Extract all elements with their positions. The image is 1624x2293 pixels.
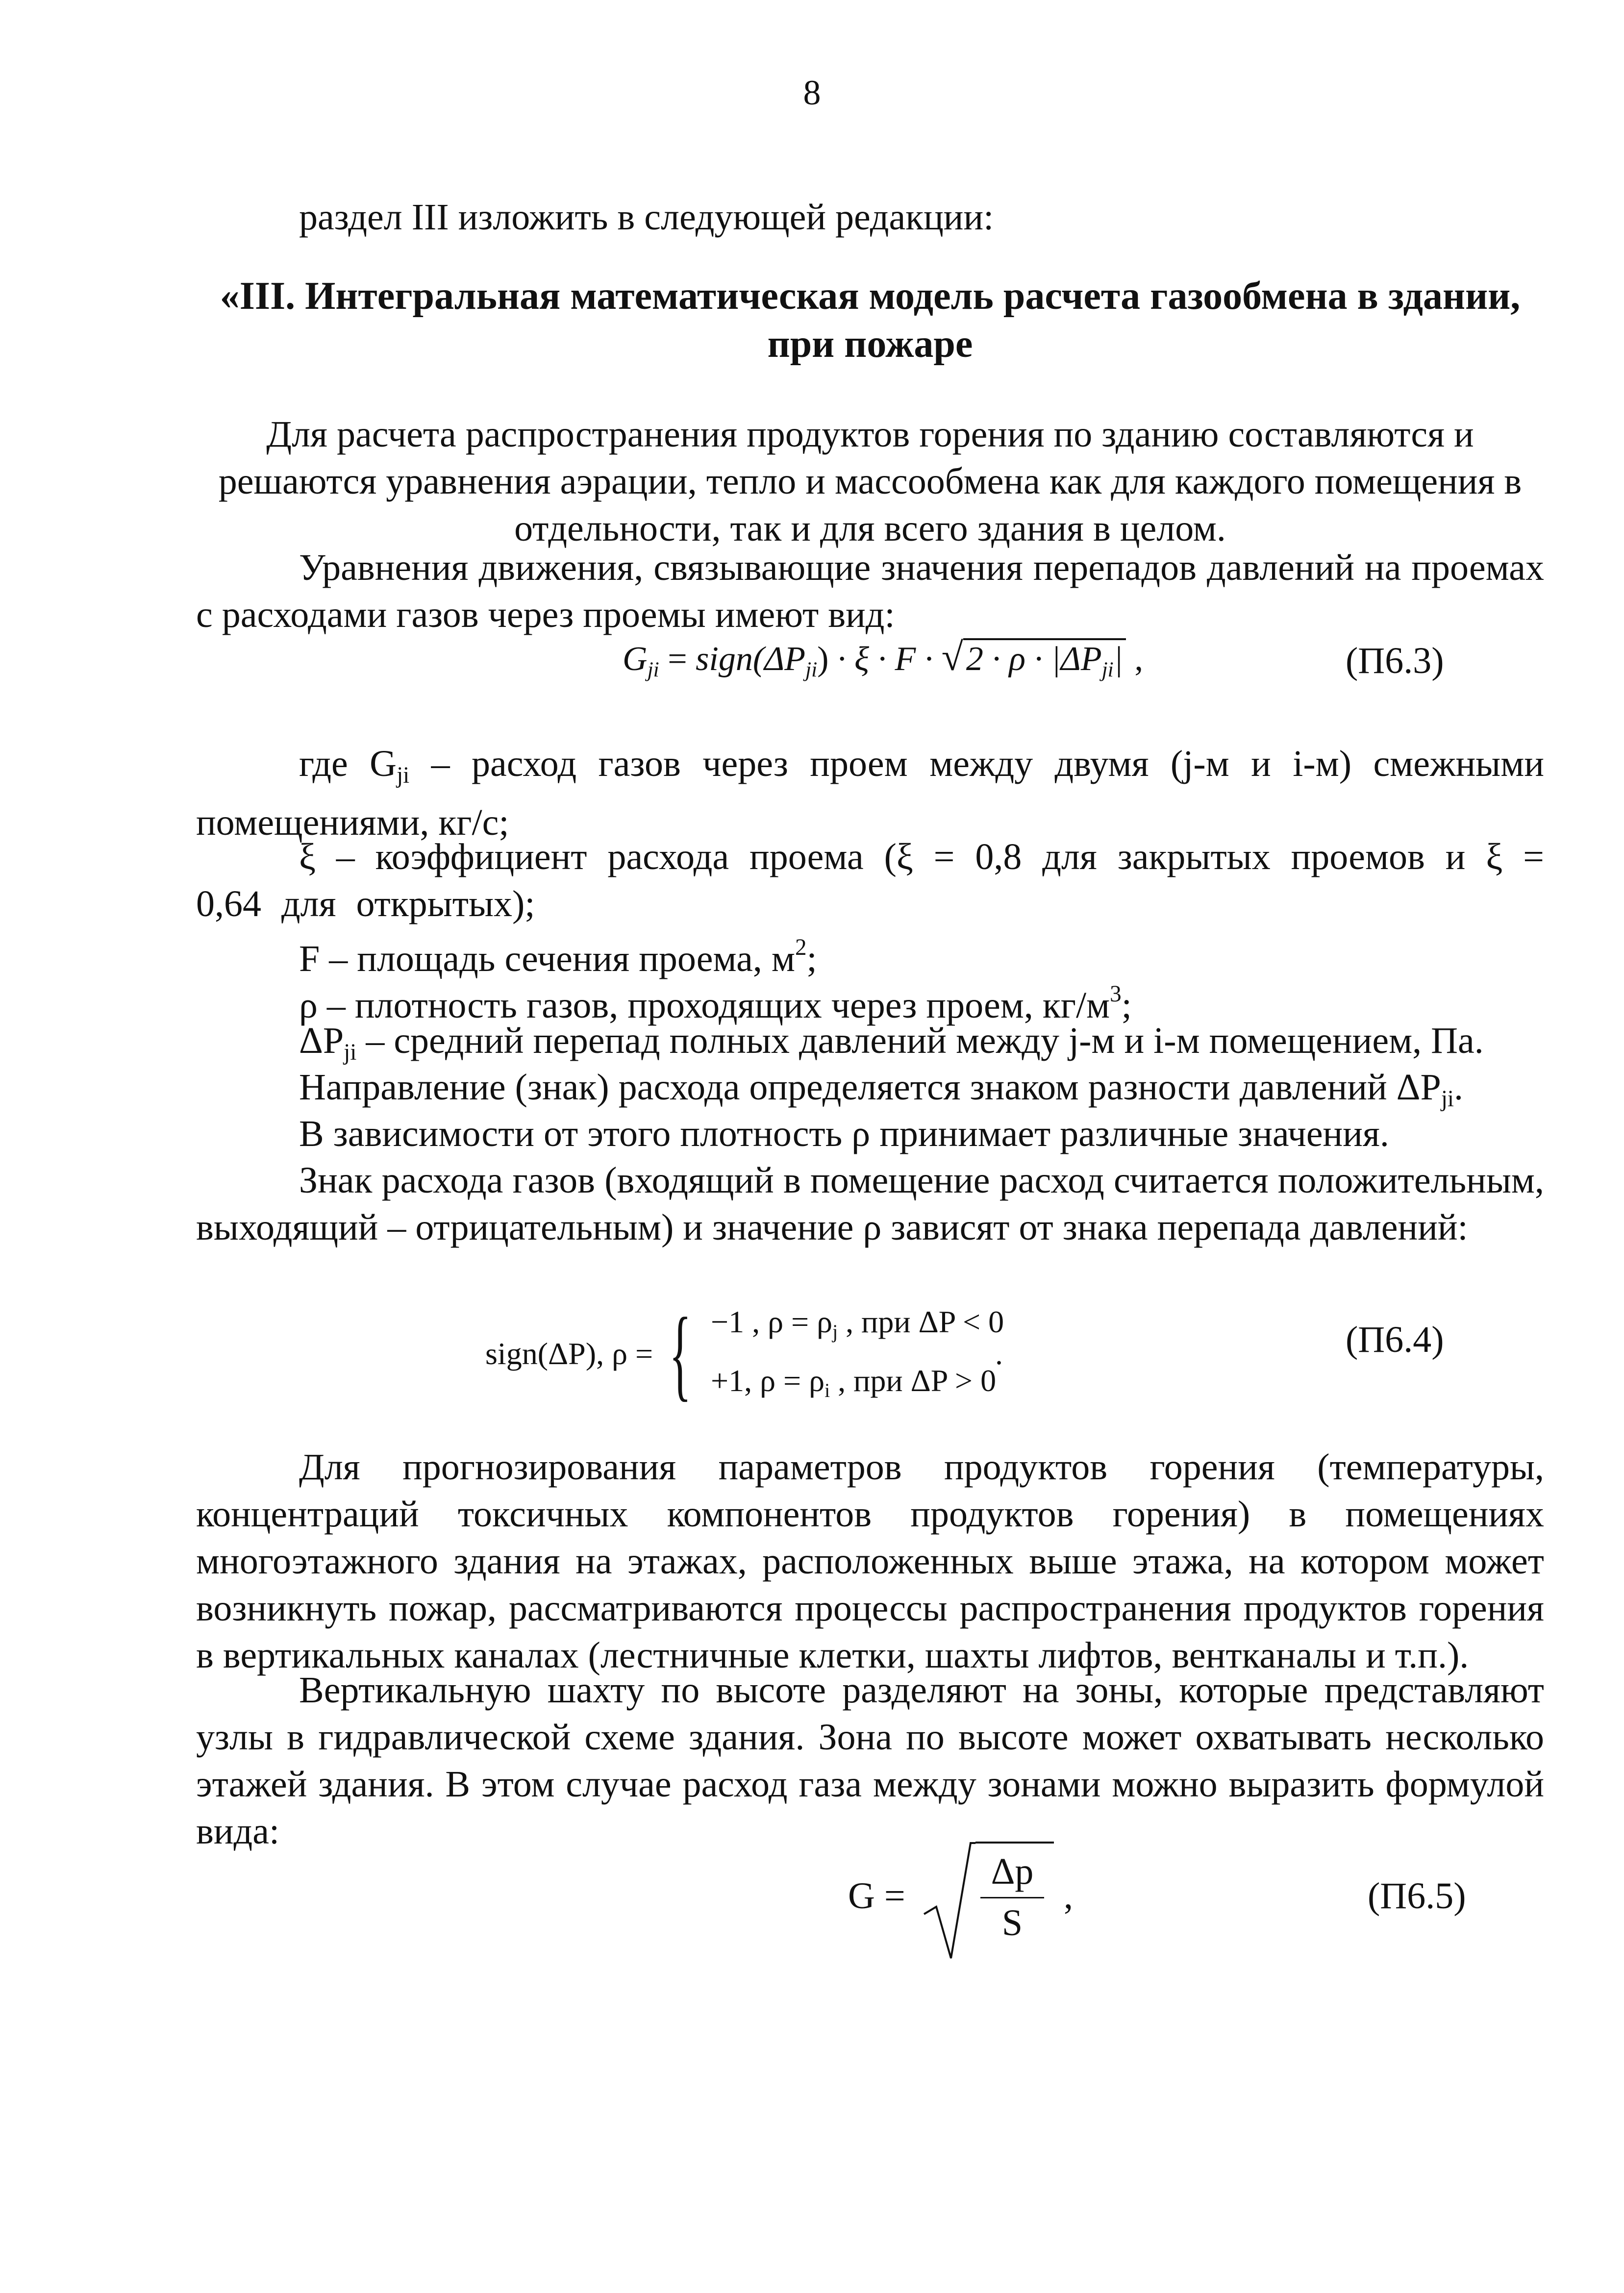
eq2-case1: −1 , $\rho = \rho_j$ , при ΔP < 0	[711, 1304, 1004, 1343]
paragraph-6: Для прогнозирования параметров продуктов горения (температуры, концентраций токсичных компонентов продуктов горения) в помещениях многоэтажного здания на этажах, расположенных выше этажа, на котором может возникнуть пожар, рассматриваются процессы распространения продуктов горения в вертикальных каналах (лестничные клетки, шахты лифтов, вентканалы и т.п.).	[196, 1446, 1544, 1676]
equation-label-p6-3: (П6.3)	[1346, 640, 1444, 681]
sqrt-radicand: $2 \cdot \rho \cdot |\Delta P_{ji}|$	[963, 638, 1126, 678]
document-page: 8 раздел III изложить в следующей редакции: «III. Интегральная математическая модель расчета газообмена в здании, при пожаре Для расчета распространения продуктов горения по зданию составляются и решаются уравнения аэрации, тепло и массообмена как для каждого помещения в отдельности, так и для всего здания в целом. Уравнения движения, связывающие значения перепадов давлений на проемах с расходами газов через проемы имеют вид: $G_{ji}$ = $sign(\Delta P_{ji}) \cdot \xi \cdot F \cdot √2 \cdot \rho \cdot |\Delta P_{ji}|$ , (П6.3) где $G_{ji}$ – расход газов через проем между двумя (j-м и i-м) смежными помещениями, кг/с; ξ – коэффициент расхода проема (ξ = 0,8 для закрытых проемов и ξ = 0,64 для открытых); F – площадь сечения проема, $м^2$; ρ – плотность газов, проходящих через проем, $кг/м^3$; $\Delta P_{ji}$ – средний перепад полных давлений между j-м и i-м помещением, Па. Направление (знак) расхода определяется знаком разности давлений $\Delta P_{ji}$. В зависимости от этого плотность ρ принимает различные значения. Знак расхода газов (входящий в помещение расход считается положительным, выходящий – отрицательным) и значение ρ зависят от знака перепада давлений: sign(ΔP), ρ = { −1 , $\rho = \rho_j$ , при ΔP < 0 +1, $\rho = \rho_i$ , при ΔP > 0 . (П6.4) Для прогнозирования параметров продуктов горения (температуры, концентраций токсичных компонентов продуктов горения) в помещениях многоэтажного здания на этажах, расположенных выше этажа, на котором может возникнуть пожар, рассматриваются процессы распространения продуктов горения в вертикальных каналах (лестничные клетки, шахты лифтов, вентканалы и т.п.). Вертикальную шахту по высоте разделяют на зоны, которые представляют узлы в гидравлической схеме здания. Зона по высоте может охватывать несколько этажей здания. В этом случае расход газа между зонами можно выразить формулой вида: G = Δp S , (П6.5)	[0, 0, 1624, 2293]
equation-label-p6-4: (П6.4)	[1346, 1319, 1444, 1360]
definition-xi: ξ – коэффициент расхода проема (ξ = 0,8 для закрытых проемов и ξ = 0,64 для открытых);	[196, 836, 1544, 924]
definition-rho: ρ – плотность газов, проходящих через проем, $кг/м^3$;	[299, 981, 1132, 1026]
paragraph-3: Направление (знак) расхода определяется знаком разности давлений $\Delta P_{ji}$.	[299, 1067, 1463, 1112]
section-title	[196, 272, 1544, 368]
paragraph-2: Уравнения движения, связывающие значения перепадов давлений на проемах с расходами газов через проемы имеют вид:	[196, 547, 1544, 635]
fraction-numerator: Δp	[991, 1851, 1034, 1892]
definition-g: где $G_{ji}$ – расход газов через проем между двумя (j-м и i-м) смежными помещениями, кг/с;	[196, 743, 1545, 844]
brace-icon: {	[669, 1297, 692, 1411]
equation-p6-3: $G_{ji}$ = $sign(\Delta P_{ji}) \cdot \xi \cdot F \cdot √2 \cdot \rho \cdot |\Delta P_{ji}|$ ,	[623, 635, 1143, 682]
intro-line: раздел III изложить в следующей редакции:	[299, 197, 994, 238]
fraction-bar	[980, 1897, 1044, 1898]
paragraph-5: Знак расхода газов (входящий в помещение расход считается положительным, выходящий – отрицательным) и значение ρ зависят от знака перепада давлений:	[196, 1160, 1544, 1248]
section-title-line1: «III. Интегральная математическая модель расчета газообмена в здании,	[220, 274, 1521, 318]
paragraph-7: Вертикальную шахту по высоте разделяют на зоны, которые представляют узлы в гидравлической схеме здания. Зона по высоте может охватывать несколько этажей здания. В этом случае расход газа между зонами можно выразить формулой вида:	[196, 1670, 1544, 1852]
eq2-lhs: sign(ΔP), ρ =	[485, 1336, 653, 1371]
sqrt-icon	[922, 1841, 975, 1963]
section-title-line2: при пожаре	[767, 323, 973, 366]
eq2-case2: +1, $\rho = \rho_i$ , при ΔP > 0	[711, 1363, 997, 1401]
sqrt-sign: √	[941, 635, 963, 679]
paragraph-1: Для расчета распространения продуктов горения по зданию составляются и решаются уравнения аэрации, тепло и массообмена как для каждого помещения в отдельности, так и для всего здания в целом.	[218, 414, 1522, 549]
sqrt-bar	[975, 1842, 1054, 1844]
definition-dp: $\Delta P_{ji}$ – средний перепад полных давлений между j-м и i-м помещением, Па.	[299, 1020, 1484, 1066]
definition-f: F – площадь сечения проема, $м^2$;	[299, 935, 817, 979]
paragraph-4: В зависимости от этого плотность ρ принимает различные значения.	[299, 1113, 1389, 1154]
equation-label-p6-5: (П6.5)	[1368, 1875, 1466, 1917]
eq3-lhs: G =	[848, 1875, 905, 1917]
page-number: 8	[803, 73, 821, 112]
fraction-denominator: S	[1001, 1902, 1023, 1944]
